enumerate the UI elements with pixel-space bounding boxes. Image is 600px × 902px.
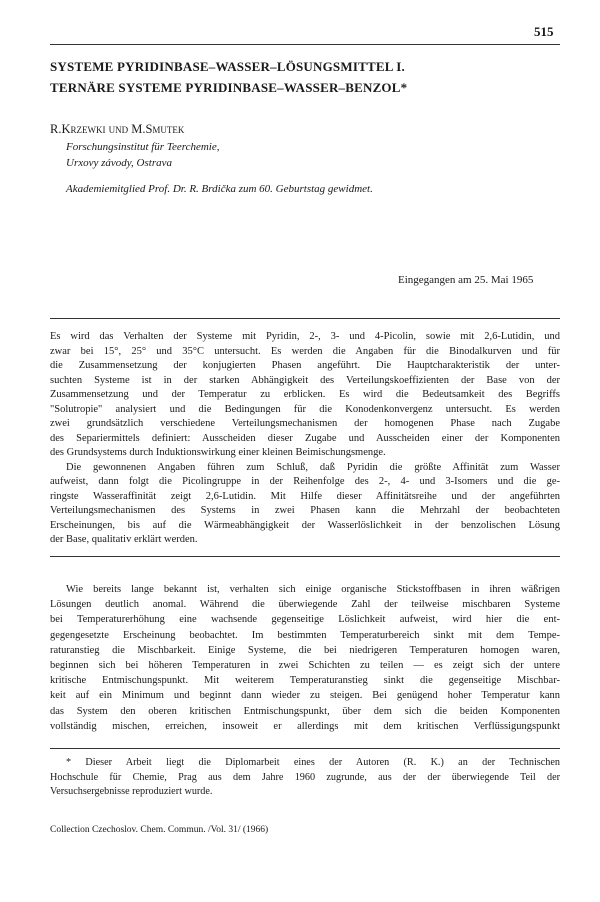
abstract-line: zwar bei 15°, 25° und 35°C untersucht. Es werden die Angaben für die Binodalkurven und für	[50, 345, 560, 357]
dedication: Akademiemitglied Prof. Dr. R. Brdička zum 60. Geburtstag gewidmet.	[66, 183, 373, 195]
received-date: Eingegangen am 25. Mai 1965	[398, 274, 534, 286]
affiliation-line-1: Forschungsinstitut für Teerchemie,	[66, 141, 220, 153]
abstract-top-rule	[50, 318, 560, 319]
body-line: raturanstieg die Mischbarkeit. Einige Systeme, die bei niedrigeren Temperaturen homogen waren,	[50, 644, 560, 656]
article-title-line-2: TERNÄRE SYSTEME PYRIDINBASE–WASSER–BENZOL*	[50, 80, 408, 95]
article-title-line-1: SYSTEME PYRIDINBASE–WASSER–LÖSUNGSMITTEL I.	[50, 59, 406, 74]
abstract-line: des Separiermittels definiert: Ausscheiden dieser Zugabe und Ausscheiden einer der Komponenten	[50, 432, 560, 444]
abstract	[50, 330, 560, 548]
body-line: das System den oberen kritischen Entmischungspunkt, über dem sich die beiden Komponenten	[50, 705, 560, 717]
body-line: gegengesetzte Erscheinung beobachtet. Im bestimmten Temperaturbereich sinkt mit dem Tempe-	[50, 629, 560, 641]
body-line: kritische Entmischungspunkt. Mit weiterem Temperaturanstieg sinkt die gegenseitige Mischbar-	[50, 675, 560, 687]
page-number: 515	[534, 24, 554, 39]
abstract-line: der Base, qualitativ erklärt werden.	[50, 534, 198, 545]
abstract-line: Zusammensetzung und der Temperatur zu erblicken. Es wird die Bedeutsamkeit des Begriffs	[50, 389, 560, 400]
body-line: vollständig mischen, erreichen, insoweit er allerdings mit dem kritischen Verflüssigungspunkt	[50, 720, 560, 732]
footnote-rule	[50, 748, 560, 749]
header-rule	[50, 44, 560, 45]
body-line: Lösungen deutlich anomal. Während die überwiegende Zahl der teilweise mischbaren Systeme	[50, 599, 560, 611]
footnote-line: * Dieser Arbeit liegt die Diplomarbeit eines der Autoren (R. K.) an der Technischen	[66, 757, 560, 768]
body-text	[50, 582, 560, 734]
affiliation-line-2: Urxovy závody, Ostrava	[66, 157, 173, 169]
body-line: keit auf ein Minimum und beginnt dann wieder zu steigen. Bei genügend hoher Temperatur kann	[50, 690, 560, 702]
footnote-line: Hochschule für Chemie, Prag aus dem Jahre 1960 zugrunde, aus der der überwiegende Teil der	[50, 771, 560, 783]
abstract-line: "Solutropie" analysiert und die Bedingungen für die Konodenkonvergenz untersucht. Es werden	[50, 403, 560, 415]
abstract-line: des Grundsystems durch Induktionswirkung einer kleinen Beimischungsmenge.	[50, 447, 386, 458]
abstract-bottom-rule	[50, 556, 560, 557]
abstract-line: zwei grundsätzlich verschiedene Verteilungsmechanismen der homogenen Phase nach Zugabe	[50, 418, 560, 429]
abstract-line: Die gewonnenen Angaben führen zum Schluß, daß Pyridin die größte Affinität zum Wasser	[66, 461, 560, 473]
abstract-line: aufweist, dann folgt die Picolingruppe in der Reihenfolge des 2-, 4- und 3-Isomers und die ge-	[50, 476, 560, 487]
authors: R.Krzewki und M.Smutek	[50, 122, 185, 136]
body-line: beginnen sich bei höheren Temperaturen in zwei Schichten zu teilen — es zeigt sich der untere	[50, 659, 560, 671]
footnote	[50, 756, 560, 800]
abstract-line: Es wird das Verhalten der Systeme mit Pyridin, 2-, 3- und 4-Picolin, sowie mit 2,6-Lutidin, und	[50, 331, 560, 342]
body-line: Wie bereits lange bekannt ist, verhalten sich einige organische Stickstoffbasen in ihren wäßrigen	[66, 584, 560, 595]
footnote-line: Versuchsergebnisse reproduziert wurde.	[50, 786, 213, 797]
abstract-line: suchten Systeme ist in der starken Abhängigkeit des Verteilungskoeffizienten der Base von der	[50, 374, 560, 386]
abstract-line: Verteilungsmechanismen des Systems in zwei Phasen kann die Mehrzahl der beobachteten	[50, 505, 560, 516]
abstract-line: Erscheinungen, bis auf die Wärmeabhängigkeit der Wasserlöslichkeit in der benzolischen Lösung	[50, 519, 560, 531]
journal-citation: Collection Czechoslov. Chem. Commun. /Vol. 31/ (1966)	[50, 825, 269, 835]
body-line: bei Temperaturerhöhung eine wachsende gegenseitige Löslichkeit aufweist, wird hier die ent-	[50, 614, 560, 626]
abstract-line: die Zusammensetzung der konjugierten Phasen angeführt. Die Hauptcharakteristik der unter-	[50, 360, 560, 371]
abstract-line: ringste Wasseraffinität zeigt 2,6-Lutidin. Mit Hilfe dieser Affinitätsreihe und der angeführten	[50, 490, 560, 502]
